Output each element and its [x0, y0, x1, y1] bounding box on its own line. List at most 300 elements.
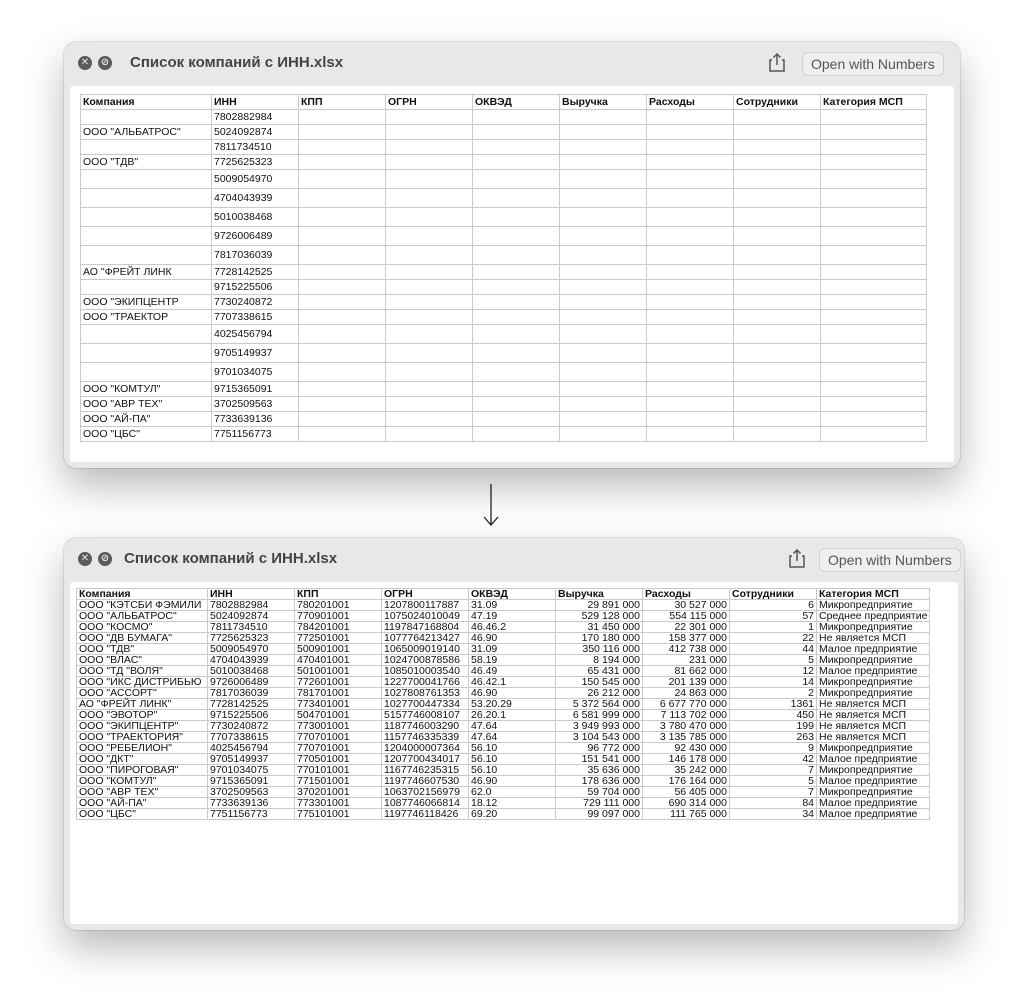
- table-cell[interactable]: 1197746607530: [382, 776, 469, 787]
- table-cell[interactable]: 450: [730, 710, 817, 721]
- table-cell[interactable]: [81, 208, 212, 227]
- table-cell[interactable]: [560, 189, 647, 208]
- table-cell[interactable]: 7802882984: [212, 110, 299, 125]
- table-cell[interactable]: 773401001: [295, 699, 382, 710]
- table-cell[interactable]: [647, 363, 734, 382]
- table-cell[interactable]: Малое предприятие: [817, 754, 930, 765]
- table-cell[interactable]: [734, 170, 821, 189]
- table-cell[interactable]: ООО "АЙ-ПА": [81, 412, 212, 427]
- table-cell[interactable]: 7811734510: [208, 622, 295, 633]
- table-cell[interactable]: 201 139 000: [643, 677, 730, 688]
- close-icon[interactable]: ✕: [78, 552, 92, 566]
- table-cell[interactable]: 14: [730, 677, 817, 688]
- table-cell[interactable]: 3702509563: [212, 397, 299, 412]
- table-cell[interactable]: 5: [730, 655, 817, 666]
- table-cell[interactable]: 3 780 470 000: [643, 721, 730, 732]
- table-cell[interactable]: [299, 412, 386, 427]
- table-cell[interactable]: Микропредприятие: [817, 677, 930, 688]
- table-cell[interactable]: 7802882984: [208, 600, 295, 611]
- table-cell[interactable]: [386, 344, 473, 363]
- table-cell[interactable]: [734, 155, 821, 170]
- table-cell[interactable]: [386, 427, 473, 442]
- table-cell[interactable]: [734, 344, 821, 363]
- stop-icon[interactable]: ⊘: [98, 56, 112, 70]
- table-cell[interactable]: [734, 412, 821, 427]
- table-cell[interactable]: [386, 140, 473, 155]
- table-cell[interactable]: 151 541 000: [556, 754, 643, 765]
- table-cell[interactable]: [821, 227, 927, 246]
- table-cell[interactable]: 3702509563: [208, 787, 295, 798]
- table-cell[interactable]: 773001001: [295, 721, 382, 732]
- table-cell[interactable]: 1197746118426: [382, 809, 469, 820]
- table-cell[interactable]: Микропредприятие: [817, 787, 930, 798]
- table-cell[interactable]: 770501001: [295, 754, 382, 765]
- table-cell[interactable]: [821, 382, 927, 397]
- table-cell[interactable]: 111 765 000: [643, 809, 730, 820]
- table-cell[interactable]: 47.64: [469, 721, 556, 732]
- table-cell[interactable]: 1085010003540: [382, 666, 469, 677]
- table-cell[interactable]: [734, 110, 821, 125]
- table-cell[interactable]: [386, 246, 473, 265]
- table-cell[interactable]: [647, 170, 734, 189]
- table-cell[interactable]: 58.19: [469, 655, 556, 666]
- table-cell[interactable]: [81, 246, 212, 265]
- table-cell[interactable]: 1065009019140: [382, 644, 469, 655]
- table-cell[interactable]: 504701001: [295, 710, 382, 721]
- table-cell[interactable]: [81, 227, 212, 246]
- table-cell[interactable]: [299, 325, 386, 344]
- table-cell[interactable]: 4025456794: [212, 325, 299, 344]
- table-cell[interactable]: АО "ФРЕЙТ ЛИНК: [81, 265, 212, 280]
- table-cell[interactable]: Микропредприятие: [817, 600, 930, 611]
- table-cell[interactable]: 554 115 000: [643, 611, 730, 622]
- table-cell[interactable]: 7751156773: [212, 427, 299, 442]
- table-cell[interactable]: 9701034075: [212, 363, 299, 382]
- table-cell[interactable]: [647, 208, 734, 227]
- table-cell[interactable]: [386, 310, 473, 325]
- table-cell[interactable]: 99 097 000: [556, 809, 643, 820]
- table-cell[interactable]: 8 194 000: [556, 655, 643, 666]
- table-cell[interactable]: [821, 265, 927, 280]
- table-cell[interactable]: 199: [730, 721, 817, 732]
- table-cell[interactable]: [821, 189, 927, 208]
- table-cell[interactable]: Малое предприятие: [817, 776, 930, 787]
- table-cell[interactable]: 9705149937: [208, 754, 295, 765]
- table-cell[interactable]: [386, 397, 473, 412]
- table-cell[interactable]: [734, 382, 821, 397]
- table-cell[interactable]: [81, 140, 212, 155]
- table-cell[interactable]: [473, 412, 560, 427]
- table-cell[interactable]: [647, 155, 734, 170]
- table-cell[interactable]: 59 704 000: [556, 787, 643, 798]
- table-cell[interactable]: 5010038468: [212, 208, 299, 227]
- table-cell[interactable]: [386, 295, 473, 310]
- table-cell[interactable]: [473, 246, 560, 265]
- table-cell[interactable]: ООО "ЭКИПЦЕНТР": [77, 721, 208, 732]
- table-cell[interactable]: 7: [730, 787, 817, 798]
- table-cell[interactable]: [821, 246, 927, 265]
- table-cell[interactable]: [647, 397, 734, 412]
- table-cell[interactable]: 1027700447334: [382, 699, 469, 710]
- table-cell[interactable]: 780201001: [295, 600, 382, 611]
- table-cell[interactable]: 7730240872: [208, 721, 295, 732]
- table-cell[interactable]: Не является МСП: [817, 710, 930, 721]
- table-cell[interactable]: 9726006489: [208, 677, 295, 688]
- table-cell[interactable]: 773301001: [295, 798, 382, 809]
- table-cell[interactable]: ООО "ЭВОТОР": [77, 710, 208, 721]
- table-cell[interactable]: [734, 427, 821, 442]
- table-cell[interactable]: 501001001: [295, 666, 382, 677]
- table-cell[interactable]: [473, 125, 560, 140]
- table-cell[interactable]: [473, 227, 560, 246]
- table-cell[interactable]: [386, 325, 473, 344]
- table-cell[interactable]: 5010038468: [208, 666, 295, 677]
- table-cell[interactable]: 1361: [730, 699, 817, 710]
- table-cell[interactable]: 6 677 770 000: [643, 699, 730, 710]
- table-cell[interactable]: 31.09: [469, 600, 556, 611]
- table-cell[interactable]: 9701034075: [208, 765, 295, 776]
- table-cell[interactable]: 412 738 000: [643, 644, 730, 655]
- table-cell[interactable]: [473, 310, 560, 325]
- table-cell[interactable]: 96 772 000: [556, 743, 643, 754]
- table-cell[interactable]: 29 891 000: [556, 600, 643, 611]
- close-icon[interactable]: ✕: [78, 56, 92, 70]
- table-cell[interactable]: [821, 310, 927, 325]
- table-cell[interactable]: ООО "ТРАЕКТОР: [81, 310, 212, 325]
- table-cell[interactable]: [473, 110, 560, 125]
- table-cell[interactable]: [734, 397, 821, 412]
- table-cell[interactable]: 729 111 000: [556, 798, 643, 809]
- table-cell[interactable]: 9715365091: [208, 776, 295, 787]
- table-cell[interactable]: [821, 110, 927, 125]
- table-cell[interactable]: ООО "КОМТУЛ": [77, 776, 208, 787]
- table-cell[interactable]: [560, 397, 647, 412]
- table-cell[interactable]: [299, 140, 386, 155]
- table-cell[interactable]: 34: [730, 809, 817, 820]
- table-cell[interactable]: [473, 344, 560, 363]
- table-cell[interactable]: [299, 382, 386, 397]
- table-cell[interactable]: [734, 265, 821, 280]
- table-cell[interactable]: [386, 170, 473, 189]
- table-cell[interactable]: [299, 125, 386, 140]
- table-cell[interactable]: 7811734510: [212, 140, 299, 155]
- table-cell[interactable]: 170 180 000: [556, 633, 643, 644]
- table-cell[interactable]: 5024092874: [212, 125, 299, 140]
- table-cell[interactable]: [299, 344, 386, 363]
- table-cell[interactable]: 5009054970: [208, 644, 295, 655]
- table-cell[interactable]: 22 301 000: [643, 622, 730, 633]
- table-cell[interactable]: 1027808761353: [382, 688, 469, 699]
- table-cell[interactable]: 9: [730, 743, 817, 754]
- table-cell[interactable]: [821, 140, 927, 155]
- table-cell[interactable]: [299, 295, 386, 310]
- table-cell[interactable]: [560, 110, 647, 125]
- table-cell[interactable]: 46.90: [469, 633, 556, 644]
- table-cell[interactable]: [647, 110, 734, 125]
- table-cell[interactable]: 84: [730, 798, 817, 809]
- table-cell[interactable]: Микропредприятие: [817, 743, 930, 754]
- table-cell[interactable]: АО "ФРЕЙТ ЛИНК": [77, 699, 208, 710]
- table-cell[interactable]: [560, 140, 647, 155]
- table-cell[interactable]: [821, 412, 927, 427]
- table-cell[interactable]: Малое предприятие: [817, 798, 930, 809]
- table-cell[interactable]: 770101001: [295, 765, 382, 776]
- table-cell[interactable]: 150 545 000: [556, 677, 643, 688]
- table-cell[interactable]: 47.19: [469, 611, 556, 622]
- table-cell[interactable]: ООО "АВР ТЕХ": [81, 397, 212, 412]
- table-cell[interactable]: 9715225506: [212, 280, 299, 295]
- table-cell[interactable]: [299, 227, 386, 246]
- table-cell[interactable]: 4704043939: [208, 655, 295, 666]
- table-cell[interactable]: [81, 189, 212, 208]
- table-cell[interactable]: 4704043939: [212, 189, 299, 208]
- table-cell[interactable]: 53.20.29: [469, 699, 556, 710]
- table-cell[interactable]: 6: [730, 600, 817, 611]
- table-cell[interactable]: ООО "ТРАЕКТОРИЯ": [77, 732, 208, 743]
- table-cell[interactable]: 92 430 000: [643, 743, 730, 754]
- table-cell[interactable]: 7733639136: [212, 412, 299, 427]
- table-cell[interactable]: 65 431 000: [556, 666, 643, 677]
- table-cell[interactable]: [299, 363, 386, 382]
- table-cell[interactable]: 12: [730, 666, 817, 677]
- table-cell[interactable]: 9726006489: [212, 227, 299, 246]
- table-cell[interactable]: 26.20.1: [469, 710, 556, 721]
- table-cell[interactable]: 176 164 000: [643, 776, 730, 787]
- table-cell[interactable]: 784201001: [295, 622, 382, 633]
- table-cell[interactable]: 5: [730, 776, 817, 787]
- table-cell[interactable]: 772601001: [295, 677, 382, 688]
- table-cell[interactable]: [299, 170, 386, 189]
- table-cell[interactable]: [647, 140, 734, 155]
- table-cell[interactable]: [647, 344, 734, 363]
- table-cell[interactable]: 7725625323: [212, 155, 299, 170]
- table-cell[interactable]: ООО "АССОРТ": [77, 688, 208, 699]
- table-cell[interactable]: [386, 382, 473, 397]
- table-cell[interactable]: 690 314 000: [643, 798, 730, 809]
- table-cell[interactable]: 2: [730, 688, 817, 699]
- table-cell[interactable]: Не является МСП: [817, 633, 930, 644]
- table-cell[interactable]: 1157746335339: [382, 732, 469, 743]
- table-cell[interactable]: [560, 382, 647, 397]
- table-cell[interactable]: 26 212 000: [556, 688, 643, 699]
- table-cell[interactable]: 1227700041766: [382, 677, 469, 688]
- table-cell[interactable]: [560, 125, 647, 140]
- table-cell[interactable]: 7707338615: [212, 310, 299, 325]
- table-cell[interactable]: 1024700878586: [382, 655, 469, 666]
- table-cell[interactable]: [81, 344, 212, 363]
- table-cell[interactable]: 3 135 785 000: [643, 732, 730, 743]
- table-cell[interactable]: Не является МСП: [817, 721, 930, 732]
- table-cell[interactable]: ООО "ДВ БУМАГА": [77, 633, 208, 644]
- table-cell[interactable]: 231 000: [643, 655, 730, 666]
- table-cell[interactable]: [734, 208, 821, 227]
- table-cell[interactable]: [473, 265, 560, 280]
- table-cell[interactable]: [821, 208, 927, 227]
- table-cell[interactable]: 500901001: [295, 644, 382, 655]
- table-cell[interactable]: [647, 382, 734, 397]
- table-cell[interactable]: 35 242 000: [643, 765, 730, 776]
- table-cell[interactable]: [560, 295, 647, 310]
- table-cell[interactable]: 5009054970: [212, 170, 299, 189]
- table-cell[interactable]: 775101001: [295, 809, 382, 820]
- table-cell[interactable]: [81, 170, 212, 189]
- table-cell[interactable]: [647, 325, 734, 344]
- table-cell[interactable]: 1087746066814: [382, 798, 469, 809]
- table-cell[interactable]: [821, 170, 927, 189]
- table-cell[interactable]: [473, 155, 560, 170]
- table-cell[interactable]: ООО "АЛЬБАТРОС": [77, 611, 208, 622]
- table-cell[interactable]: ООО "АЛЬБАТРОС": [81, 125, 212, 140]
- table-cell[interactable]: 56.10: [469, 765, 556, 776]
- table-cell[interactable]: [734, 280, 821, 295]
- table-cell[interactable]: 30 527 000: [643, 600, 730, 611]
- table-cell[interactable]: 770701001: [295, 732, 382, 743]
- table-cell[interactable]: [734, 246, 821, 265]
- table-cell[interactable]: [821, 344, 927, 363]
- table-cell[interactable]: 9715365091: [212, 382, 299, 397]
- table-cell[interactable]: 7730240872: [212, 295, 299, 310]
- table-cell[interactable]: [473, 170, 560, 189]
- table-cell[interactable]: ООО "ТДВ": [77, 644, 208, 655]
- table-cell[interactable]: 1063702156979: [382, 787, 469, 798]
- table-cell[interactable]: [473, 208, 560, 227]
- table-cell[interactable]: [647, 265, 734, 280]
- table-cell[interactable]: [299, 110, 386, 125]
- table-cell[interactable]: [821, 280, 927, 295]
- table-cell[interactable]: [647, 189, 734, 208]
- table-cell[interactable]: Микропредприятие: [817, 688, 930, 699]
- table-cell[interactable]: ООО "КОСМО": [77, 622, 208, 633]
- table-cell[interactable]: [560, 227, 647, 246]
- table-cell[interactable]: 35 636 000: [556, 765, 643, 776]
- table-cell[interactable]: [647, 427, 734, 442]
- table-cell[interactable]: 57: [730, 611, 817, 622]
- table-cell[interactable]: [734, 325, 821, 344]
- table-cell[interactable]: 771501001: [295, 776, 382, 787]
- table-cell[interactable]: [299, 427, 386, 442]
- table-cell[interactable]: 46.49: [469, 666, 556, 677]
- table-cell[interactable]: ООО "ИКС ДИСТРИБЬЮ: [77, 677, 208, 688]
- table-cell[interactable]: ООО "ЭКИПЦЕНТР: [81, 295, 212, 310]
- table-cell[interactable]: [386, 363, 473, 382]
- table-cell[interactable]: 62.0: [469, 787, 556, 798]
- table-cell[interactable]: ООО "ТДВ": [81, 155, 212, 170]
- table-cell[interactable]: [386, 227, 473, 246]
- table-cell[interactable]: 158 377 000: [643, 633, 730, 644]
- table-cell[interactable]: [821, 427, 927, 442]
- table-cell[interactable]: [386, 208, 473, 227]
- table-cell[interactable]: [473, 325, 560, 344]
- table-cell[interactable]: [386, 110, 473, 125]
- table-cell[interactable]: 7707338615: [208, 732, 295, 743]
- table-cell[interactable]: [647, 227, 734, 246]
- table-cell[interactable]: [560, 246, 647, 265]
- table-cell[interactable]: [299, 310, 386, 325]
- table-cell[interactable]: 1167746235315: [382, 765, 469, 776]
- table-cell[interactable]: 770901001: [295, 611, 382, 622]
- table-cell[interactable]: [734, 125, 821, 140]
- table-cell[interactable]: 1077764213427: [382, 633, 469, 644]
- table-cell[interactable]: [560, 427, 647, 442]
- table-cell[interactable]: [473, 427, 560, 442]
- open-with-numbers-button[interactable]: Open with Numbers: [819, 548, 961, 572]
- table-cell[interactable]: [734, 295, 821, 310]
- table-cell[interactable]: 7728142525: [208, 699, 295, 710]
- table-cell[interactable]: [560, 363, 647, 382]
- table-cell[interactable]: 1204000007364: [382, 743, 469, 754]
- table-cell[interactable]: [473, 140, 560, 155]
- table-cell[interactable]: Микропредприятие: [817, 655, 930, 666]
- table-cell[interactable]: 7817036039: [212, 246, 299, 265]
- table-cell[interactable]: [473, 280, 560, 295]
- table-cell[interactable]: [560, 310, 647, 325]
- table-cell[interactable]: 46.42.1: [469, 677, 556, 688]
- table-cell[interactable]: Малое предприятие: [817, 809, 930, 820]
- share-icon[interactable]: [768, 52, 786, 72]
- table-cell[interactable]: [299, 155, 386, 170]
- table-cell[interactable]: 3 104 543 000: [556, 732, 643, 743]
- table-cell[interactable]: [821, 155, 927, 170]
- table-cell[interactable]: [821, 325, 927, 344]
- table-cell[interactable]: [647, 310, 734, 325]
- table-cell[interactable]: ООО "ПИРОГОВАЯ": [77, 765, 208, 776]
- table-cell[interactable]: [81, 363, 212, 382]
- table-cell[interactable]: 24 863 000: [643, 688, 730, 699]
- table-cell[interactable]: [299, 397, 386, 412]
- table-cell[interactable]: [386, 412, 473, 427]
- table-cell[interactable]: 3 949 993 000: [556, 721, 643, 732]
- table-cell[interactable]: 529 128 000: [556, 611, 643, 622]
- table-cell[interactable]: [734, 363, 821, 382]
- table-cell[interactable]: 350 116 000: [556, 644, 643, 655]
- table-cell[interactable]: 1197847168804: [382, 622, 469, 633]
- table-cell[interactable]: 1187746003290: [382, 721, 469, 732]
- share-icon[interactable]: [788, 548, 806, 568]
- table-cell[interactable]: 46.90: [469, 688, 556, 699]
- table-cell[interactable]: [647, 412, 734, 427]
- table-cell[interactable]: ООО "РЕБЕЛИОН": [77, 743, 208, 754]
- table-cell[interactable]: 5 372 564 000: [556, 699, 643, 710]
- table-cell[interactable]: [734, 310, 821, 325]
- table-cell[interactable]: [386, 155, 473, 170]
- table-cell[interactable]: [647, 246, 734, 265]
- table-cell[interactable]: 7733639136: [208, 798, 295, 809]
- table-cell[interactable]: [734, 189, 821, 208]
- table-cell[interactable]: 772501001: [295, 633, 382, 644]
- table-cell[interactable]: [386, 125, 473, 140]
- table-cell[interactable]: 69.20: [469, 809, 556, 820]
- table-cell[interactable]: 46.90: [469, 776, 556, 787]
- table-cell[interactable]: 7 113 702 000: [643, 710, 730, 721]
- table-cell[interactable]: 44: [730, 644, 817, 655]
- table-cell[interactable]: [560, 155, 647, 170]
- table-cell[interactable]: Среднее предприятие: [817, 611, 930, 622]
- table-cell[interactable]: [821, 363, 927, 382]
- table-cell[interactable]: Не является МСП: [817, 699, 930, 710]
- table-cell[interactable]: [647, 125, 734, 140]
- table-cell[interactable]: [821, 125, 927, 140]
- table-cell[interactable]: 5024092874: [208, 611, 295, 622]
- table-cell[interactable]: [299, 189, 386, 208]
- table-cell[interactable]: [81, 110, 212, 125]
- table-cell[interactable]: 4025456794: [208, 743, 295, 754]
- table-cell[interactable]: 7751156773: [208, 809, 295, 820]
- table-cell[interactable]: ООО "ТД "ВОЛЯ": [77, 666, 208, 677]
- table-cell[interactable]: [299, 265, 386, 280]
- table-cell[interactable]: 9715225506: [208, 710, 295, 721]
- stop-icon[interactable]: ⊘: [98, 552, 112, 566]
- table-cell[interactable]: [473, 363, 560, 382]
